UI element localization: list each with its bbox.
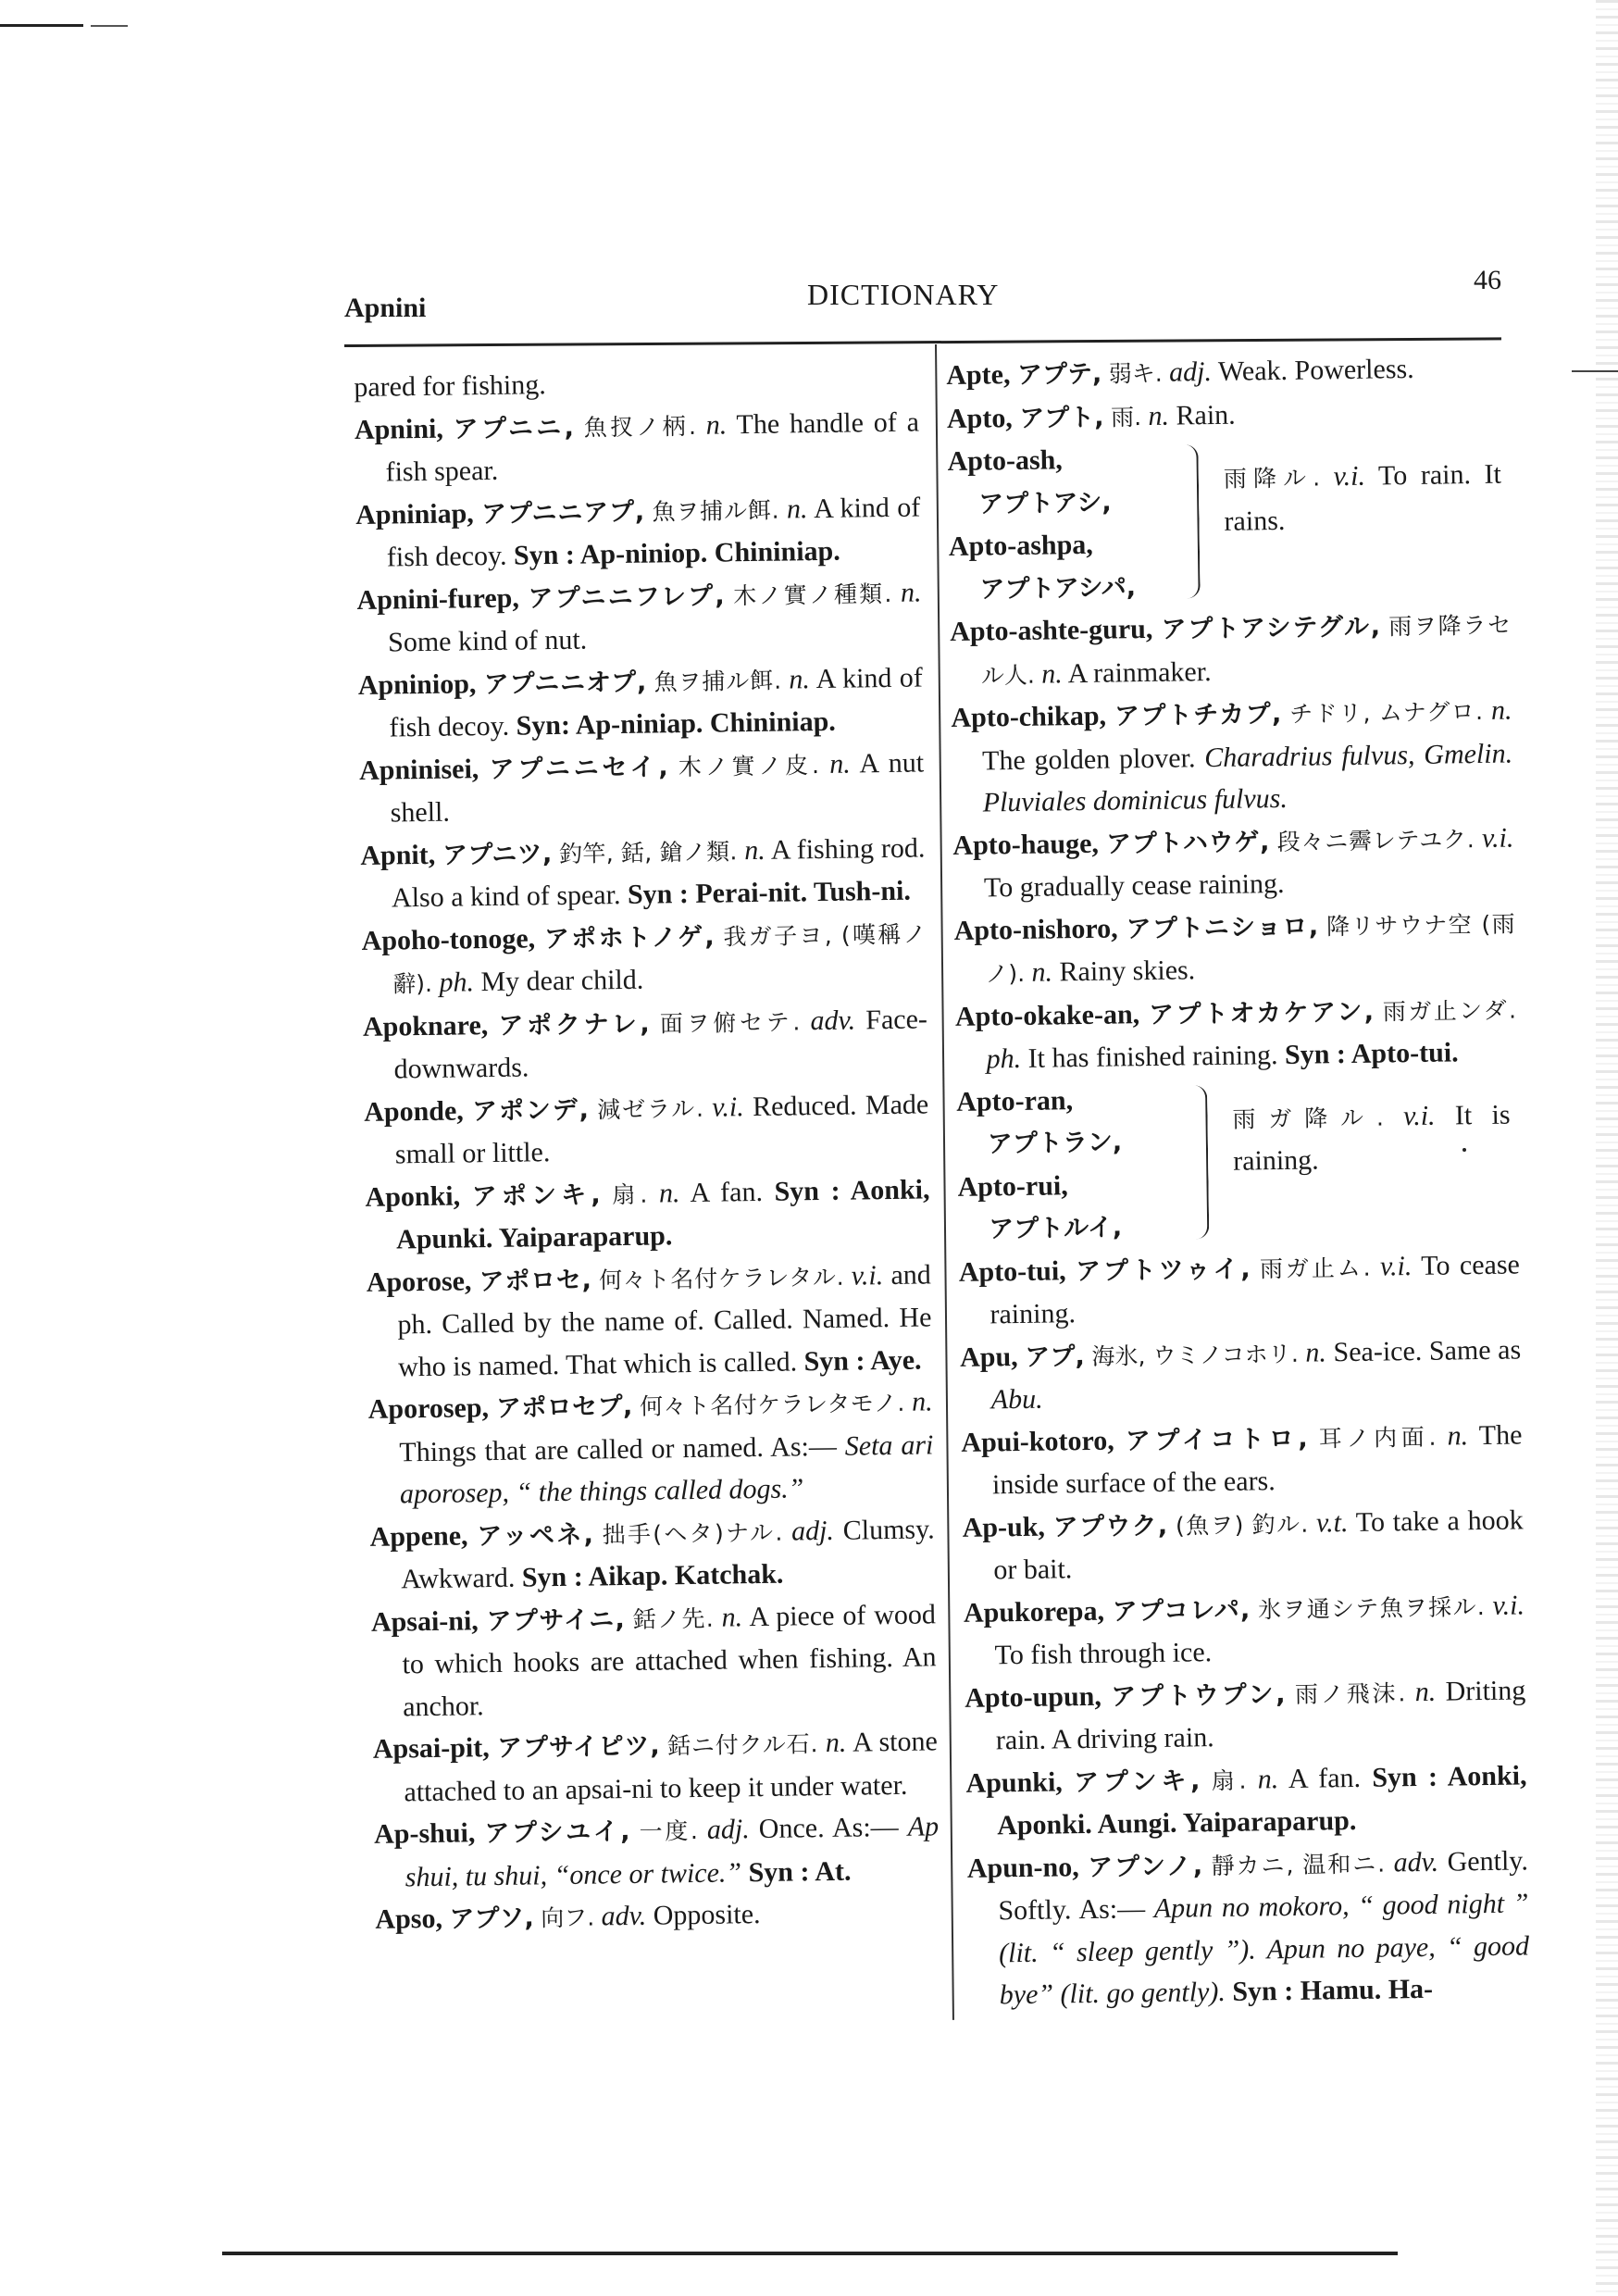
entry-headword: Apnit, bbox=[360, 839, 436, 871]
entry-kana: アプンキ, bbox=[1073, 1766, 1201, 1797]
right-entries-c bbox=[959, 1243, 1530, 2016]
entry-part-of-speech: adj. bbox=[706, 1814, 750, 1845]
dictionary-entry bbox=[371, 1593, 938, 1728]
page-edge-shadow bbox=[1596, 0, 1618, 2296]
entry-kanji: 扇. bbox=[1211, 1766, 1247, 1794]
entry-kanji: 雨ガ止ンダ. bbox=[1382, 995, 1517, 1025]
entry-part-of-speech: n. bbox=[658, 1177, 680, 1208]
scan-mark bbox=[91, 25, 128, 27]
entry-part-of-speech: v.i. bbox=[1481, 821, 1514, 854]
entry-headword: Apniniop, bbox=[357, 668, 477, 701]
entry-kanji: 靜カニ, 温和ニ. bbox=[1211, 1850, 1386, 1879]
entry-kana: アポホトノゲ, bbox=[543, 922, 715, 954]
entry-definition: A piece of wood to which hooks are attached when fishing. An anchor. bbox=[402, 1598, 937, 1722]
entry-example: Abu. bbox=[990, 1383, 1043, 1416]
entry-headword: Apui-kotoro, bbox=[961, 1425, 1114, 1458]
entry-kana: アプンノ, bbox=[1087, 1851, 1203, 1882]
entry-definition: To rain. It rains. bbox=[1224, 458, 1502, 537]
entry-part-of-speech: adv. bbox=[810, 1004, 856, 1036]
entry-headword: Apto-ash, bbox=[947, 444, 1064, 477]
entry-kanji: 面ヲ俯セテ. bbox=[659, 1007, 801, 1037]
entry-definition: It is raining. bbox=[1232, 1099, 1511, 1177]
scan-mark bbox=[0, 24, 83, 27]
entry-kana: アプニニ, bbox=[453, 413, 575, 444]
entry-group-apto-ash bbox=[947, 433, 1511, 611]
entry-kanji: 一度. bbox=[639, 1816, 698, 1845]
entry-definition: Rain. bbox=[1176, 399, 1236, 431]
dictionary-entry bbox=[356, 571, 922, 665]
entry-headword: Apso, bbox=[375, 1903, 443, 1935]
left-entries bbox=[355, 401, 940, 1941]
entry-kana: アプシユイ, bbox=[484, 1816, 630, 1849]
group-headword-line bbox=[958, 1200, 1520, 1251]
entry-definition: Sea-ice. Same as bbox=[1333, 1333, 1522, 1367]
entry-part-of-speech: n. bbox=[721, 1601, 743, 1633]
entry-kana: アプニニフレプ, bbox=[528, 580, 725, 613]
dictionary-entry bbox=[967, 1840, 1530, 2016]
entry-kana: アプサイニ, bbox=[486, 1604, 626, 1636]
entry-part-of-speech: n. bbox=[900, 576, 922, 608]
dictionary-entry bbox=[365, 1168, 930, 1262]
dictionary-entry bbox=[374, 1805, 940, 1899]
dictionary-entry bbox=[359, 742, 925, 835]
entry-part-of-speech: v.i. bbox=[1333, 460, 1366, 493]
entry-headword: Apto-hauge, bbox=[952, 828, 1100, 861]
entry-part-of-speech: n. bbox=[911, 1386, 933, 1417]
entry-kana: アプウク, bbox=[1052, 1511, 1168, 1542]
entry-kana: アポンデ, bbox=[471, 1095, 590, 1126]
dictionary-entry bbox=[950, 604, 1512, 697]
entry-kanji: 銛ニ付クル石. bbox=[666, 1730, 818, 1760]
entry-headword: Apniniap, bbox=[355, 497, 475, 530]
entry-part-of-speech: v.t. bbox=[1315, 1506, 1349, 1539]
brace-mark bbox=[1183, 444, 1200, 598]
entry-kana: アポロセ, bbox=[479, 1266, 592, 1296]
entry-definition: Once. As:— bbox=[758, 1811, 899, 1845]
entry-kanji: 木ノ實ノ種類. bbox=[733, 580, 892, 609]
entry-definition: A rainmaker. bbox=[1067, 655, 1212, 689]
entry-definition: and ph. Called by the name of. Called. Named. He who is named. That which is called. bbox=[397, 1258, 932, 1382]
dictionary-entry bbox=[961, 1414, 1523, 1506]
running-head-title: DICTIONARY bbox=[807, 278, 1000, 311]
entry-part-of-speech: n. bbox=[828, 748, 851, 780]
running-head-word: Apnini bbox=[344, 293, 427, 323]
dictionary-entry bbox=[955, 988, 1517, 1080]
entry-kanji: 雨降ル. bbox=[1223, 464, 1321, 493]
entry-headword: Apte, bbox=[946, 359, 1011, 391]
entry-definition: A kind of fish decoy. bbox=[386, 491, 921, 573]
entry-headword: Apto, bbox=[946, 402, 1014, 434]
entry-headword: Aponki, bbox=[365, 1179, 461, 1213]
entry-headword: Apto-upun, bbox=[965, 1680, 1102, 1714]
entry-part-of-speech: n. bbox=[789, 663, 811, 694]
entry-kanji: 我ガ子ヨ, (嘆稱ノ辭). bbox=[392, 919, 927, 998]
header-rule bbox=[344, 337, 1501, 347]
entry-kana: アプトチカプ, bbox=[1114, 699, 1282, 731]
dictionary-entry bbox=[357, 656, 923, 750]
entry-definition: To take a hook or bait. bbox=[993, 1504, 1524, 1586]
entry-kana: アプイコトロ, bbox=[1125, 1424, 1308, 1455]
entry-part-of-speech: n. bbox=[1490, 694, 1512, 726]
entry-headword: Apnini-furep, bbox=[356, 582, 520, 616]
entry-kanji: 雨ヲ降ラセル人. bbox=[980, 611, 1512, 690]
entry-synonyms: Syn : Hamu. Ha- bbox=[1232, 1973, 1434, 2007]
entry-headword: Appene, bbox=[369, 1519, 468, 1553]
dictionary-entry bbox=[959, 1243, 1521, 1336]
entry-kanji: 魚ヲ捕ル餌. bbox=[652, 496, 779, 526]
entry-kanji: 耳ノ内面. bbox=[1318, 1423, 1437, 1452]
entry-headword: Apto-okake-an, bbox=[954, 998, 1140, 1032]
group-headword-line bbox=[949, 560, 1511, 611]
entry-part-of-speech: n. bbox=[1041, 657, 1064, 690]
dictionary-entry bbox=[964, 1584, 1525, 1677]
entry-kanji: 雨ガ止ム. bbox=[1259, 1254, 1371, 1282]
entry-kanji: 釣竿, 銛, 鎗ノ類. bbox=[558, 837, 738, 867]
entry-definition: Some kind of nut. bbox=[387, 624, 588, 658]
entry-kana: アプトラン, bbox=[987, 1128, 1123, 1159]
entry-headword: Apto-ashpa, bbox=[948, 529, 1093, 562]
entry-headword: Apninisei, bbox=[358, 753, 479, 786]
entry-synonyms: Syn : Aikap. Katchak. bbox=[521, 1558, 784, 1593]
dictionary-entry bbox=[355, 486, 921, 580]
entry-part-of-speech: v.i. bbox=[851, 1259, 884, 1292]
entry-kanji: 雨ガ降ル. bbox=[1232, 1103, 1384, 1133]
dictionary-entry bbox=[373, 1720, 939, 1814]
dictionary-entry bbox=[951, 690, 1513, 825]
entry-headword: Aponde, bbox=[364, 1094, 465, 1128]
entry-part-of-speech: v.i. bbox=[1379, 1250, 1413, 1282]
right-entries-a bbox=[946, 347, 1508, 441]
entry-part-of-speech: n. bbox=[1305, 1336, 1327, 1368]
footer-rule bbox=[222, 2252, 1398, 2255]
entry-definition: Weak. Powerless. bbox=[1217, 353, 1414, 387]
entry-example: Seta ari aporosep, “ the things called dogs.” bbox=[399, 1429, 934, 1510]
continuation-text: pared for fishing. bbox=[354, 369, 546, 403]
entry-definition: It has finished raining. bbox=[1027, 1040, 1278, 1074]
entry-kana: アプニニセイ, bbox=[489, 752, 668, 784]
dictionary-entry bbox=[363, 998, 928, 1092]
right-entries-b bbox=[950, 604, 1517, 1081]
entry-kana: アプトオカケアン, bbox=[1148, 997, 1375, 1029]
entry-kanji: 魚ヲ捕ル餌. bbox=[653, 667, 782, 695]
entry-headword: Apoknare, bbox=[362, 1009, 489, 1042]
entry-synonyms: Syn : Perai-nit. Tush-ni. bbox=[627, 875, 912, 910]
entry-kanji: 雨ノ飛沫. bbox=[1294, 1678, 1406, 1708]
entry-definition: The inside surface of the ears. bbox=[991, 1418, 1523, 1501]
entry-kana: アプトニショロ, bbox=[1126, 911, 1319, 943]
entry-kanji: 何々ト名付ケラレタル. bbox=[598, 1263, 844, 1293]
entry-headword: Apto-nishoro, bbox=[953, 912, 1118, 946]
entry-example: Ap shui, tu shui, “once or twice.” bbox=[404, 1811, 940, 1892]
entry-kanji: 拙手(ヘタ)ナル. bbox=[602, 1518, 783, 1548]
entry-headword: Apto-tui, bbox=[958, 1254, 1066, 1288]
entry-definition: A stone attached to an apsai-ni to keep it under water. bbox=[404, 1726, 939, 1807]
dictionary-entry bbox=[965, 1754, 1527, 1847]
entry-headword: Apsai-pit, bbox=[372, 1732, 490, 1765]
entry-definition: Clumsy. Awkward. bbox=[401, 1513, 935, 1595]
entry-part-of-speech: ph. bbox=[986, 1042, 1022, 1075]
entry-part-of-speech: adj. bbox=[790, 1515, 835, 1547]
dictionary-entry bbox=[355, 401, 920, 494]
entry-definition: Things that are called or named. As:— bbox=[399, 1430, 838, 1467]
entry-kanji: 弱キ. bbox=[1108, 359, 1163, 388]
entry-part-of-speech: n. bbox=[705, 408, 728, 441]
entry-headword: Apu, bbox=[959, 1341, 1018, 1373]
entry-group-apto-ran bbox=[956, 1073, 1520, 1251]
entry-synonyms: Syn : Apto-tui. bbox=[1284, 1037, 1459, 1070]
dictionary-entry bbox=[965, 1669, 1526, 1762]
entry-kanji: 向フ. bbox=[541, 1903, 595, 1932]
entry-headword: Apto-chikap, bbox=[951, 700, 1107, 733]
entry-kana: アプニニオプ, bbox=[483, 668, 647, 699]
dictionary-entry bbox=[366, 1254, 932, 1389]
entry-kana: アプトルイ, bbox=[988, 1213, 1123, 1244]
entry-kanji: チドリ, ムナグロ. bbox=[1289, 697, 1484, 728]
scan-mark bbox=[1572, 370, 1618, 372]
entry-headword: Apukorepa, bbox=[963, 1595, 1105, 1628]
entry-kana: アプトアシテグル, bbox=[1161, 612, 1381, 644]
entry-definition: A fishing rod. Also a kind of spear. bbox=[391, 831, 926, 914]
entry-kanji: 氷ヲ通シテ魚ヲ採ル. bbox=[1257, 1592, 1485, 1623]
entry-definition: Gently. Softly. As:— bbox=[998, 1844, 1529, 1927]
right-column bbox=[946, 347, 1530, 2017]
entry-definition: Rainy skies. bbox=[1059, 955, 1196, 988]
entry-part-of-speech: v.i. bbox=[1402, 1100, 1436, 1131]
entry-part-of-speech: n. bbox=[743, 834, 765, 866]
dictionary-entry bbox=[364, 1083, 929, 1177]
page-number: 46 bbox=[1474, 265, 1501, 295]
entry-part-of-speech: n. bbox=[825, 1727, 847, 1759]
entry-definition: A nut shell. bbox=[390, 746, 925, 829]
entry-definition: A fan. bbox=[690, 1176, 764, 1208]
entry-part-of-speech: n. bbox=[786, 493, 808, 524]
running-head bbox=[344, 265, 1501, 333]
entry-headword: Aporose, bbox=[366, 1265, 472, 1298]
dictionary-entry bbox=[361, 912, 927, 1006]
entry-definition: Opposite. bbox=[653, 1899, 761, 1931]
dictionary-entry bbox=[962, 1499, 1524, 1591]
dictionary-entry bbox=[960, 1329, 1522, 1421]
entry-kanji: 何々ト名付ケラレタモノ. bbox=[639, 1389, 905, 1420]
entry-kana: アポンキ, bbox=[471, 1179, 601, 1211]
entry-synonyms: Syn : Aonki, Apunki. Yaiparaparup. bbox=[395, 1173, 930, 1255]
entry-synonyms: Syn : Aonki, Aponki. Aungi. Yaiparaparup. bbox=[996, 1759, 1527, 1841]
dictionary-entry bbox=[360, 827, 926, 920]
dictionary-entry bbox=[375, 1890, 940, 1941]
entry-part-of-speech: adj. bbox=[1168, 356, 1213, 388]
entry-definition: To gradually cease raining. bbox=[983, 867, 1285, 904]
entry-kanji: 減ゼラル. bbox=[597, 1094, 704, 1123]
left-column bbox=[354, 358, 940, 1941]
dictionary-entry bbox=[369, 1508, 935, 1602]
entry-kanji: 雨. bbox=[1110, 403, 1142, 431]
entry-part-of-speech: v.i. bbox=[1492, 1589, 1525, 1621]
dictionary-entry bbox=[946, 347, 1508, 398]
entry-example: Charadrius fulvus, Gmelin. Pluviales dominicus fulvus. bbox=[982, 737, 1513, 818]
entry-headword: Apoho-tonoge, bbox=[361, 922, 536, 956]
entry-part-of-speech: n. bbox=[1257, 1763, 1279, 1794]
entry-kana: アプトツゥイ, bbox=[1075, 1254, 1251, 1286]
entry-kana: アプソ, bbox=[449, 1903, 534, 1934]
entry-definition: Driting rain. A driving rain. bbox=[995, 1674, 1526, 1756]
entry-kana: アプサイピツ, bbox=[496, 1731, 660, 1763]
entry-headword: Ap-uk, bbox=[962, 1511, 1046, 1543]
entry-part-of-speech: v.i. bbox=[712, 1091, 744, 1123]
entry-kanji: 銛ノ先. bbox=[632, 1604, 714, 1633]
brace-mark bbox=[1192, 1085, 1209, 1239]
entry-kana: アッペネ, bbox=[477, 1520, 594, 1551]
entry-kana: アプトアシパ, bbox=[979, 572, 1137, 605]
group-definition bbox=[1224, 454, 1502, 543]
entry-part-of-speech: adv. bbox=[1393, 1846, 1439, 1878]
entry-kanji: (魚ヲ) 釣ル. bbox=[1175, 1510, 1309, 1540]
entry-headword: Apun-no, bbox=[966, 1851, 1079, 1884]
dictionary-entry bbox=[953, 902, 1515, 995]
entry-definition: Reduced. Made small or little. bbox=[394, 1088, 929, 1170]
entry-kana: アプニニアプ, bbox=[480, 497, 645, 529]
entry-part-of-speech: n. bbox=[1414, 1676, 1437, 1707]
entry-definition: To cease raining. bbox=[989, 1248, 1521, 1330]
entry-kana: アポクナレ, bbox=[498, 1009, 650, 1041]
entry-definition: A kind of fish decoy. bbox=[389, 661, 924, 743]
entry-kana: アプト, bbox=[1019, 403, 1104, 433]
entry-synonyms: Syn: Ap-niniap. Chininiap. bbox=[516, 705, 837, 742]
entry-headword: Aporosep, bbox=[367, 1392, 490, 1425]
entry-synonyms: Syn : Ap-niniop. Chininiap. bbox=[513, 535, 840, 571]
entry-kana: アプトハウゲ, bbox=[1105, 827, 1270, 859]
group-definition bbox=[1232, 1093, 1511, 1182]
entry-headword: Apsai-ni, bbox=[370, 1604, 479, 1638]
entry-part-of-speech: n. bbox=[1447, 1419, 1469, 1452]
entry-headword: Apnini, bbox=[354, 413, 444, 445]
entry-headword: Apunki, bbox=[965, 1766, 1064, 1799]
entry-headword: Apto-rui, bbox=[957, 1169, 1068, 1203]
entry-kana: アプニツ, bbox=[442, 839, 553, 870]
entry-definition: The golden plover. bbox=[981, 742, 1196, 776]
entry-synonyms: Syn : Aye. bbox=[803, 1344, 922, 1377]
entry-kanji: 段々ニ霽レテユク. bbox=[1276, 825, 1475, 855]
entry-definition: The handle of a fish spear. bbox=[385, 406, 920, 488]
entry-kana: アプトアシ, bbox=[978, 488, 1112, 519]
entry-kana: アプテ, bbox=[1016, 359, 1102, 390]
entry-kana: アプトウプン, bbox=[1110, 1679, 1286, 1712]
entry-kanji: 扇. bbox=[612, 1180, 648, 1208]
entry-kana: アポロセプ, bbox=[495, 1391, 633, 1423]
entry-kana: アプ, bbox=[1025, 1341, 1085, 1372]
entry-example: Apun no mokoro, “ good night ” (lit. “ sleep gently ”). Apun no paye, “ good bye” (lit. go gently). bbox=[998, 1888, 1530, 2011]
entry-definition: Face-downwards. bbox=[393, 1003, 928, 1085]
entry-part-of-speech: n. bbox=[1148, 400, 1170, 431]
entry-kanji: 降リサウナ空 (雨ノ). bbox=[985, 909, 1515, 988]
entry-kana: アプコレパ, bbox=[1112, 1595, 1251, 1627]
entry-synonyms: Syn : At. bbox=[748, 1855, 852, 1888]
dictionary-entry bbox=[947, 390, 1509, 441]
entry-definition: My dear child. bbox=[480, 964, 644, 998]
entry-headword: Apto-ashte-guru, bbox=[949, 613, 1153, 647]
entry-kanji: 魚扠ノ柄. bbox=[583, 412, 697, 442]
entry-kanji: 木ノ實ノ皮. bbox=[678, 751, 820, 780]
dictionary-entry bbox=[952, 817, 1514, 909]
entry-definition: To fish through ice. bbox=[994, 1637, 1213, 1671]
dictionary-entry bbox=[367, 1380, 934, 1516]
entry-definition: A fan. bbox=[1288, 1762, 1362, 1794]
entry-part-of-speech: adv. bbox=[601, 1900, 647, 1932]
entry-part-of-speech: n. bbox=[1031, 956, 1053, 988]
entry-part-of-speech: ph. bbox=[439, 967, 475, 998]
entry-kanji: 海氷, ウミノコホリ. bbox=[1091, 1340, 1300, 1370]
entry-headword: Ap-shui, bbox=[373, 1817, 476, 1850]
entry-headword: Apto-ran, bbox=[956, 1084, 1074, 1117]
